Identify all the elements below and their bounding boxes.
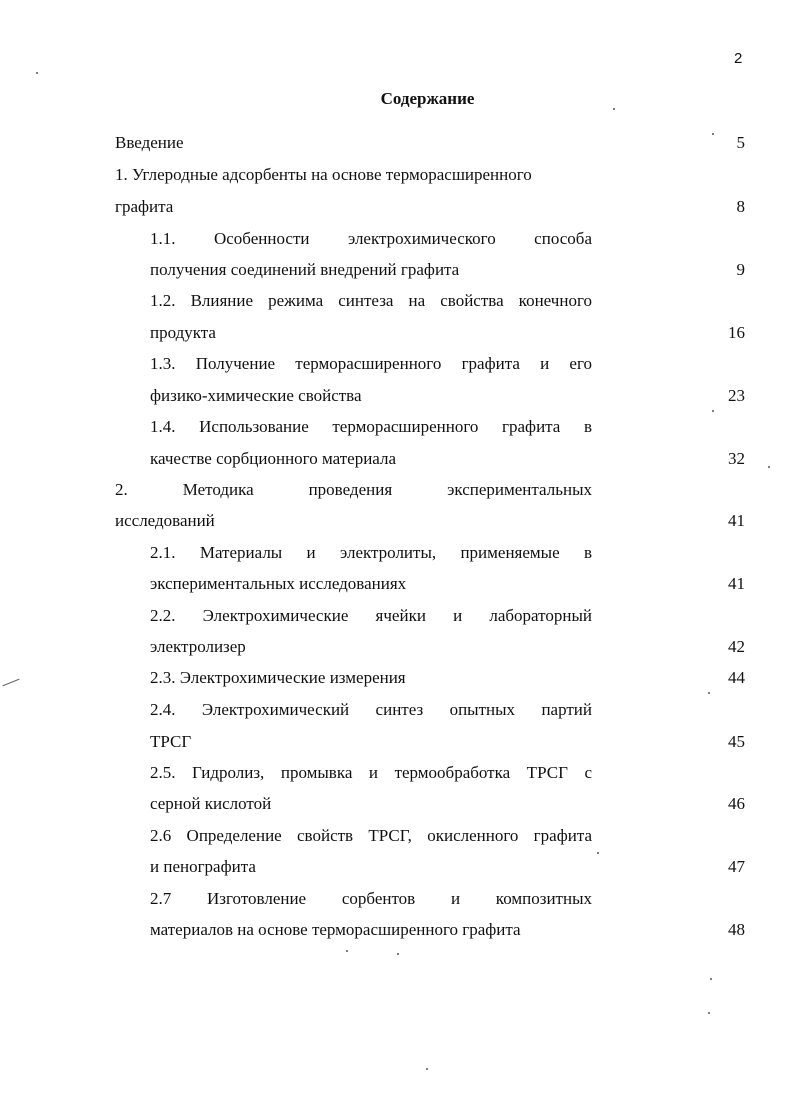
scan-speck (346, 950, 348, 952)
toc-line: 2.3. Электрохимические измерения (150, 668, 406, 687)
toc-line: 1.1. Особенности электрохимического способа (150, 229, 592, 248)
toc-page-number: 16 (728, 323, 745, 342)
scan-speck (768, 466, 770, 468)
toc-line: 2.5. Гидролиз, промывка и термообработка ТРСГ с (150, 763, 592, 782)
toc-page-number: 9 (736, 260, 745, 279)
scan-speck (708, 1012, 710, 1014)
toc-line: электролизер (150, 637, 246, 656)
toc-line: исследований (115, 511, 215, 530)
scan-speck (710, 978, 712, 980)
scan-speck (597, 852, 599, 854)
scan-speck (708, 692, 710, 694)
toc-line: 1.4. Использование терморасширенного графита в (150, 417, 592, 436)
toc-line: 2. Методика проведения экспериментальных (115, 480, 592, 499)
toc-page-number: 32 (728, 449, 745, 468)
toc-page-number: 41 (728, 574, 745, 593)
toc-page-number: 48 (728, 920, 745, 939)
toc-page-number: 44 (728, 668, 745, 687)
toc-line: 2.7 Изготовление сорбентов и композитных (150, 889, 592, 908)
toc-line: физико-химические свойства (150, 386, 362, 405)
scan-speck (712, 410, 714, 412)
toc-line: 2.4. Электрохимический синтез опытных партий (150, 700, 592, 719)
toc-page-number: 42 (728, 637, 745, 656)
toc-line: серной кислотой (150, 794, 272, 813)
toc-page-number: 45 (728, 732, 745, 751)
toc-line: 2.1. Материалы и электролиты, применяемые в (150, 543, 592, 562)
toc-line: 1.2. Влияние режима синтеза на свойства конечного (150, 291, 592, 310)
toc-line: получения соединений внедрений графита (150, 260, 460, 279)
toc-line: ТРСГ (150, 732, 192, 751)
page-title: Содержание (380, 89, 475, 108)
toc-line: графита (115, 197, 174, 216)
toc-line: и пенографита (150, 857, 256, 876)
toc-page-number: 41 (728, 511, 745, 530)
toc-line-text: 1. Углеродные адсорбенты на основе терморасширенного (115, 165, 532, 184)
toc-line (115, 164, 592, 186)
page-number: 2 (734, 50, 743, 67)
scan-speck (712, 133, 714, 135)
scan-speck (613, 108, 615, 110)
toc-page-number: 47 (728, 857, 745, 876)
toc-line: продукта (150, 323, 216, 342)
toc-line: 2.2. Электрохимические ячейки и лабораторный (150, 606, 592, 625)
toc-page-number: 8 (736, 197, 745, 216)
toc-line: 2.6 Определение свойств ТРСГ, окисленного графита (150, 826, 592, 845)
toc-line: 1.3. Получение терморасширенного графита и его (150, 354, 592, 373)
scan-speck (397, 953, 399, 955)
scan-speck (426, 1068, 428, 1070)
toc-line: Введение (115, 133, 184, 152)
toc-line: экспериментальных исследованиях (150, 574, 407, 593)
toc-page-number: 23 (728, 386, 745, 405)
toc-page-number: 5 (736, 133, 745, 152)
toc-line: качестве сорбционного материала (150, 449, 397, 468)
toc-line: материалов на основе терморасширенного графита (150, 920, 521, 939)
scan-speck (36, 72, 38, 74)
scan-stroke (2, 679, 19, 687)
toc-page-number: 46 (728, 794, 745, 813)
